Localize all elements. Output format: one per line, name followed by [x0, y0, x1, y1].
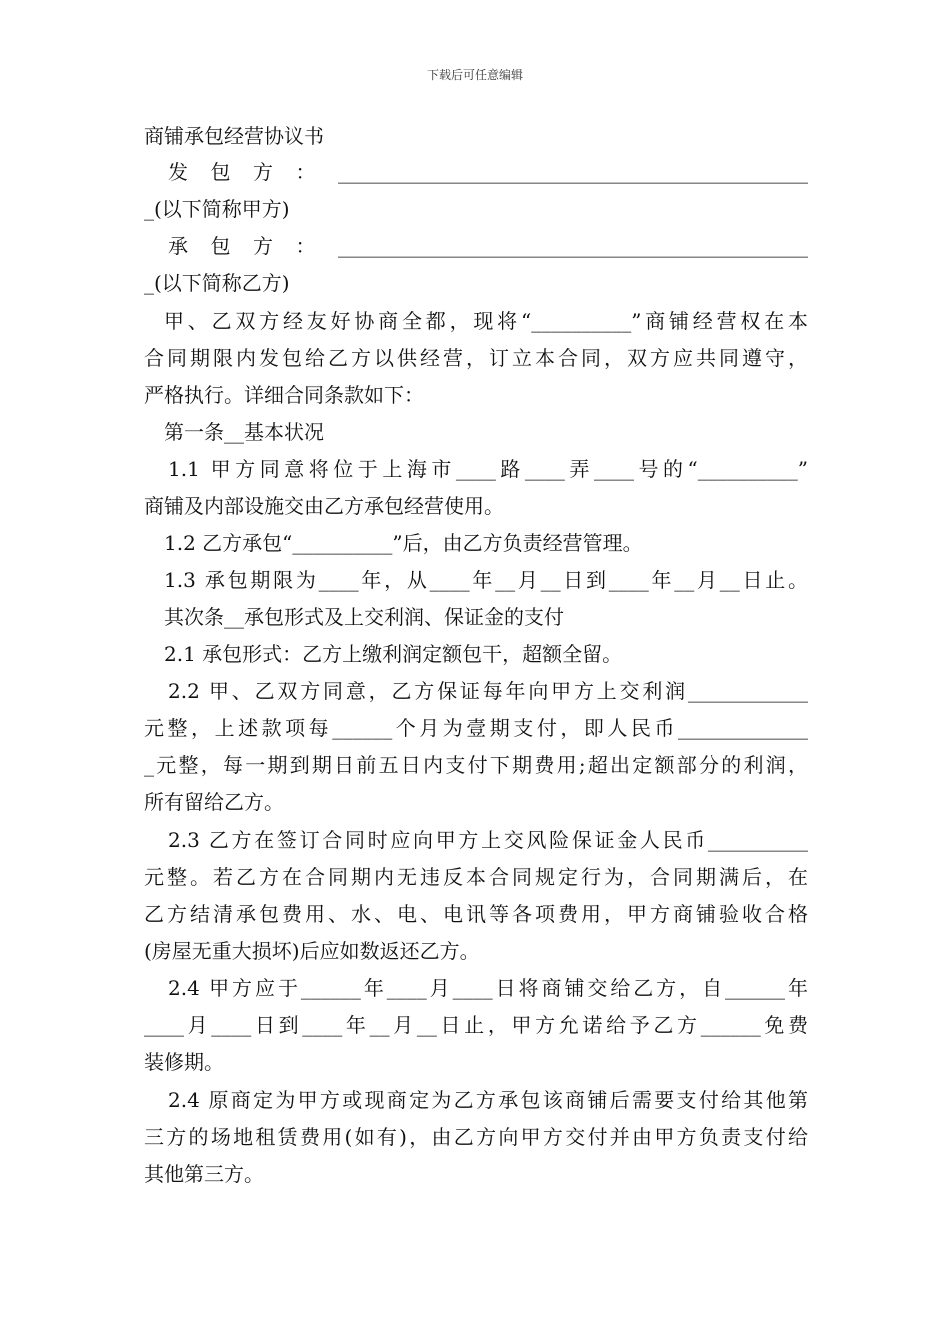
clause-2-2-line-4: 所有留给乙方。	[144, 790, 284, 814]
clause-2-2-line-3: _元整，每一期到期日前五日内支付下期费用;超出定额部分的利润，	[144, 753, 808, 777]
clause-1-1-line-2: 商铺及内部设施交由乙方承包经营使用。	[144, 494, 504, 518]
clause-2-4-line-2: ____月____日到____年__月__日止，甲方允诺给予乙方______免费	[144, 1013, 808, 1037]
party-a-line: 发包方：_______________________________________________	[168, 160, 808, 184]
clause-2-3-line-3: 乙方结清承包费用、水、电、电讯等各项费用，甲方商铺验收合格	[144, 902, 808, 926]
clause-2-2-line-1: 2.2 甲、乙双方同意，乙方保证每年向甲方上交利润____________	[168, 679, 808, 703]
preamble-line-2: 合同期限内发包给乙方以供经营，订立本合同，双方应共同遵守，	[144, 346, 808, 370]
clause-1-1-line-1: 1.1 甲方同意将位于上海市____路____弄____号的“__________”	[168, 457, 808, 481]
clause-2-4b-line-2: 三方的场地租赁费用(如有)，由乙方向甲方交付并由甲方负责支付给	[144, 1125, 808, 1149]
clause-2-4-line-1: 2.4 甲方应于______年____月____日将商铺交给乙方，自______年	[168, 976, 808, 1000]
clause-2-3-line-4: (房屋无重大损坏)后应如数返还乙方。	[144, 939, 480, 963]
preamble-line-3: 严格执行。详细合同条款如下：	[144, 383, 424, 407]
document-title: 商铺承包经营协议书	[144, 124, 324, 148]
clause-2-3-line-1: 2.3 乙方在签订合同时应向甲方上交风险保证金人民币__________	[168, 828, 808, 852]
article-2-heading: 其次条__承包形式及上交利润、保证金的支付	[164, 605, 564, 629]
clause-2-4b-line-3: 其他第三方。	[144, 1162, 264, 1186]
clause-2-3-line-2: 元整。若乙方在合同期内无违反本合同规定行为，合同期满后，在	[144, 865, 808, 889]
clause-2-2-line-2: 元整，上述款项每______个月为壹期支付，即人民币_____________	[144, 716, 808, 740]
clause-2-4-line-3: 装修期。	[144, 1050, 224, 1074]
party-b-alias: _(以下简称乙方)	[144, 271, 290, 295]
clause-2-1: 2.1 承包形式：乙方上缴利润定额包干，超额全留。	[164, 642, 623, 666]
party-a-alias: _(以下简称甲方)	[144, 197, 290, 221]
clause-2-4b-line-1: 2.4 原商定为甲方或现商定为乙方承包该商铺后需要支付给其他第	[168, 1088, 808, 1112]
clause-1-3: 1.3 承包期限为____年，从____年__月__日到____年__月__日止。	[164, 568, 808, 592]
party-b-line: 承包方：_______________________________________________	[168, 234, 808, 258]
preamble-line-1: 甲、乙双方经友好协商全都，现将“__________”商铺经营权在本	[164, 309, 808, 333]
page-header-note: 下载后可任意编辑	[426, 68, 523, 82]
article-1-heading: 第一条__基本状况	[164, 420, 324, 444]
clause-1-2: 1.2 乙方承包“__________”后，由乙方负责经营管理。	[164, 531, 643, 555]
